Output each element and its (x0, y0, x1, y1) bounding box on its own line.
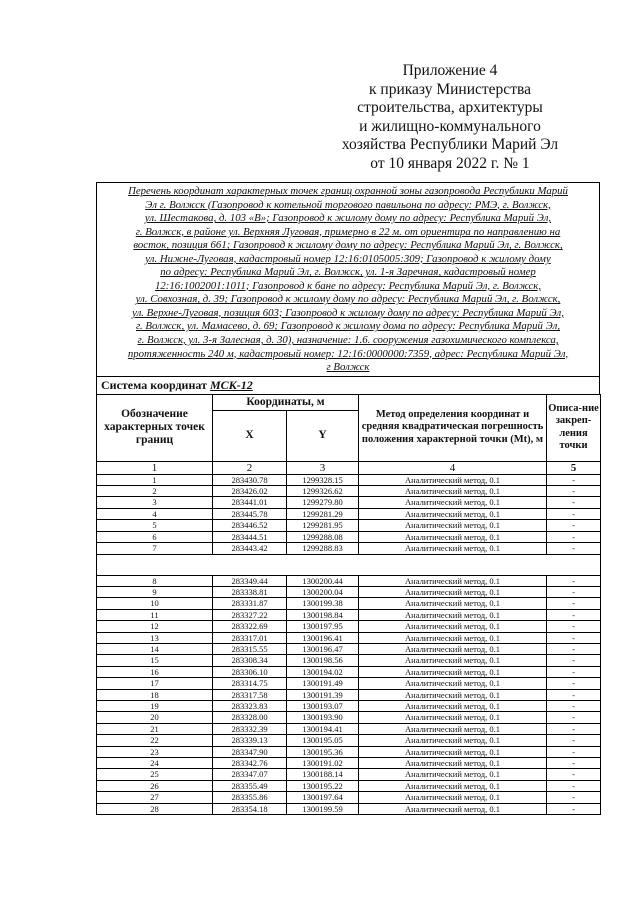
point-number-cell: 15 (97, 655, 213, 666)
point-number-cell: 5 (97, 520, 213, 531)
y-cell: 1299281.29 (287, 508, 359, 519)
method-cell: Аналитический метод, 0.1 (359, 643, 547, 654)
table-row (97, 486, 601, 497)
y-cell: 1299281.95 (287, 520, 359, 531)
x-cell: 283308.34 (213, 655, 287, 666)
method-cell: Аналитический метод, 0.1 (359, 586, 547, 597)
point-number-cell: 3 (97, 497, 213, 508)
fixing-cell: - (547, 678, 601, 689)
fixing-cell: - (547, 598, 601, 609)
fixing-cell: - (547, 531, 601, 542)
appendix-line: Приложение 4 (402, 62, 498, 79)
x-cell: 283323.83 (213, 700, 287, 711)
method-cell: Аналитический метод, 0.1 (359, 655, 547, 666)
description-line: ул. Верхне-Луговая, позиция 603; Газопровод к жилому дому по адресу: Республика Марий Эл, (132, 306, 564, 319)
x-cell: 283327.22 (213, 609, 287, 620)
point-number-cell: 10 (97, 598, 213, 609)
description-line: Перечень координат характерных точек границ охранной зоны газопровода Республики Марий (128, 185, 568, 197)
fixing-cell: - (547, 655, 601, 666)
point-number-cell: 16 (97, 666, 213, 677)
table-row (97, 508, 601, 519)
table-row (97, 586, 601, 597)
table-row (97, 666, 601, 677)
fixing-cell: - (547, 643, 601, 654)
table-row (97, 621, 601, 632)
x-cell: 283355.49 (213, 780, 287, 791)
header-y: Y (287, 410, 359, 461)
separator-cell (97, 554, 601, 575)
x-cell: 283317.01 (213, 632, 287, 643)
fixing-cell: - (547, 609, 601, 620)
appendix-line: и жилищно-коммунального (359, 117, 541, 135)
y-cell: 1300191.02 (287, 758, 359, 769)
point-number-cell: 22 (97, 735, 213, 746)
y-cell: 1299326.62 (287, 486, 359, 497)
fixing-cell: - (547, 689, 601, 700)
fixing-cell: - (547, 700, 601, 711)
method-cell: Аналитический метод, 0.1 (359, 520, 547, 531)
point-number-cell: 17 (97, 678, 213, 689)
method-cell: Аналитический метод, 0.1 (359, 678, 547, 689)
table-row (97, 497, 601, 508)
fixing-cell: - (547, 758, 601, 769)
method-cell: Аналитический метод, 0.1 (359, 497, 547, 508)
method-cell: Аналитический метод, 0.1 (359, 769, 547, 780)
table-row (97, 769, 601, 780)
table-row (97, 746, 601, 757)
point-number-cell: 21 (97, 723, 213, 734)
x-cell: 283306.10 (213, 666, 287, 677)
method-cell: Аналитический метод, 0.1 (359, 792, 547, 803)
point-number-cell: 28 (97, 803, 213, 814)
description-line: протяженность 240 м, кадастровый номер: 12:16:0000000:7359, адрес: Республика Марий Эл, (127, 347, 569, 360)
method-cell: Аналитический метод, 0.1 (359, 632, 547, 643)
appendix-header (300, 62, 600, 173)
x-cell: 283339.13 (213, 735, 287, 746)
fixing-cell: - (547, 520, 601, 531)
y-cell: 1300196.41 (287, 632, 359, 643)
x-cell: 283314.75 (213, 678, 287, 689)
y-cell: 1300200.04 (287, 586, 359, 597)
col-number: 4 (359, 461, 547, 474)
point-number-cell: 11 (97, 609, 213, 620)
fixing-cell: - (547, 575, 601, 586)
x-cell: 283347.07 (213, 769, 287, 780)
fixing-cell: - (547, 497, 601, 508)
x-cell: 283445.78 (213, 508, 287, 519)
table-row (97, 678, 601, 689)
method-cell: Аналитический метод, 0.1 (359, 609, 547, 620)
x-cell: 283322.69 (213, 621, 287, 632)
fixing-cell: - (547, 543, 601, 554)
x-cell: 283331.87 (213, 598, 287, 609)
col-number: 3 (287, 461, 359, 474)
point-number-cell: 26 (97, 780, 213, 791)
column-numbers-row (97, 461, 601, 474)
y-cell: 1300198.84 (287, 609, 359, 620)
y-cell: 1300197.64 (287, 792, 359, 803)
method-cell: Аналитический метод, 0.1 (359, 746, 547, 757)
appendix-line: строительства, архитектуры (357, 99, 543, 116)
y-cell: 1299288.83 (287, 543, 359, 554)
fixing-cell: - (547, 803, 601, 814)
y-cell: 1300195.22 (287, 780, 359, 791)
point-number-cell: 20 (97, 712, 213, 723)
point-number-cell: 14 (97, 643, 213, 654)
y-cell: 1300197.95 (287, 621, 359, 632)
method-cell: Аналитический метод, 0.1 (359, 700, 547, 711)
point-number-cell: 6 (97, 531, 213, 542)
y-cell: 1300191.39 (287, 689, 359, 700)
point-number-cell: 1 (97, 474, 213, 485)
table-row (97, 758, 601, 769)
method-cell: Аналитический метод, 0.1 (359, 598, 547, 609)
table-row (97, 520, 601, 531)
coordinates-table (96, 394, 601, 815)
y-cell: 1300200.44 (287, 575, 359, 586)
x-cell: 283443.42 (213, 543, 287, 554)
point-number-cell: 23 (97, 746, 213, 757)
col-number: 1 (97, 461, 213, 474)
method-cell: Аналитический метод, 0.1 (359, 780, 547, 791)
method-cell: Аналитический метод, 0.1 (359, 712, 547, 723)
y-cell: 1300188.14 (287, 769, 359, 780)
method-cell: Аналитический метод, 0.1 (359, 543, 547, 554)
point-number-cell: 7 (97, 543, 213, 554)
table-row (97, 543, 601, 554)
description-line: г. Волжск, в районе ул. Верхняя Луговая, примерно в 22 м. от ориентира по направлению на (135, 225, 561, 238)
fixing-cell: - (547, 474, 601, 485)
description-line: ул. Шестакова, д. 103 «В»; Газопровод к жилому дому по адресу: Республика Марий Эл, (144, 212, 552, 225)
x-cell: 283430.78 (213, 474, 287, 485)
x-cell: 283338.81 (213, 586, 287, 597)
description-line: по адресу: Республика Марий Эл, г. Волжск, ул. 1-я Заречная, кадастровый номер (160, 266, 536, 279)
point-number-cell: 8 (97, 575, 213, 586)
table-row (97, 632, 601, 643)
table-row (97, 531, 601, 542)
table-row (97, 643, 601, 654)
method-cell: Аналитический метод, 0.1 (359, 474, 547, 485)
point-number-cell: 27 (97, 792, 213, 803)
point-number-cell: 12 (97, 621, 213, 632)
y-cell: 1300193.90 (287, 712, 359, 723)
table-row (97, 689, 601, 700)
table-row (97, 474, 601, 485)
method-cell: Аналитический метод, 0.1 (359, 508, 547, 519)
appendix-line: от 10 января 2022 г. № 1 (370, 154, 530, 172)
object-description (96, 182, 600, 376)
method-cell: Аналитический метод, 0.1 (359, 621, 547, 632)
table-row (97, 803, 601, 814)
header-point: Обозначение характерных точек границ (97, 394, 213, 461)
description-line: Эл г. Волжск (Газопровод к котельной торгового павильона по адресу: РМЭ, г. Волжск, (145, 198, 551, 211)
fixing-cell: - (547, 746, 601, 757)
table-row (97, 723, 601, 734)
fixing-cell: - (547, 486, 601, 497)
appendix-line: к приказу Министерства (369, 80, 531, 98)
coordinate-system-value: МСК-12 (209, 377, 253, 392)
y-cell: 1300195.05 (287, 735, 359, 746)
description-line: г. Волжск, ул. 3-я Залесная, д. 30), назначение: 1.6. сооружения газохимического комплекса, (137, 334, 559, 347)
coordinate-system-row (96, 376, 600, 394)
fixing-cell: - (547, 769, 601, 780)
coordinate-system-label: Система координат (101, 377, 207, 392)
header-x: X (213, 410, 287, 461)
fixing-cell: - (547, 780, 601, 791)
col-number: 5 (547, 461, 601, 474)
y-cell: 1300193.07 (287, 700, 359, 711)
fixing-cell: - (547, 586, 601, 597)
table-row (97, 700, 601, 711)
table-row (97, 598, 601, 609)
coordinates-sheet (96, 182, 600, 815)
y-cell: 1300199.38 (287, 598, 359, 609)
description-line: восток, позиция 661; Газопровод к жилому дому по адресу: Республика Марий Эл, г. Волжск, (133, 239, 563, 252)
x-cell: 283328.00 (213, 712, 287, 723)
point-number-cell: 13 (97, 632, 213, 643)
fixing-cell: - (547, 792, 601, 803)
fixing-cell: - (547, 621, 601, 632)
fixing-cell: - (547, 666, 601, 677)
fixing-cell: - (547, 632, 601, 643)
x-cell: 283355.86 (213, 792, 287, 803)
point-number-cell: 25 (97, 769, 213, 780)
point-number-cell: 4 (97, 508, 213, 519)
table-row (97, 735, 601, 746)
description-line: ул. Нижне-Луговая, кадастровый номер 12:16:0105005:309; Газопровод к жилому дому (145, 252, 551, 265)
x-cell: 283446.52 (213, 520, 287, 531)
appendix-line: хозяйства Республики Марий Эл (341, 136, 559, 153)
y-cell: 1300196.47 (287, 643, 359, 654)
table-row (97, 575, 601, 586)
method-cell: Аналитический метод, 0.1 (359, 735, 547, 746)
col-number: 2 (213, 461, 287, 474)
point-number-cell: 19 (97, 700, 213, 711)
description-line: ул. Совхозная, д. 39; Газопровод к жилому дому по адресу: Республика Марий Эл, г. Волжск, (135, 293, 561, 306)
method-cell: Аналитический метод, 0.1 (359, 575, 547, 586)
method-cell: Аналитический метод, 0.1 (359, 758, 547, 769)
table-row (97, 655, 601, 666)
table-row (97, 712, 601, 723)
point-number-cell: 18 (97, 689, 213, 700)
method-cell: Аналитический метод, 0.1 (359, 531, 547, 542)
y-cell: 1299288.08 (287, 531, 359, 542)
y-cell: 1300191.49 (287, 678, 359, 689)
method-cell: Аналитический метод, 0.1 (359, 689, 547, 700)
point-number-cell: 9 (97, 586, 213, 597)
x-cell: 283332.39 (213, 723, 287, 734)
x-cell: 283444.51 (213, 531, 287, 542)
x-cell: 283349.44 (213, 575, 287, 586)
point-number-cell: 24 (97, 758, 213, 769)
y-cell: 1300195.36 (287, 746, 359, 757)
header-fixing: Описа-ние закреп-ления точки (547, 394, 601, 461)
y-cell: 1299279.80 (287, 497, 359, 508)
description-line: г Волжск (326, 361, 370, 374)
y-cell: 1300194.02 (287, 666, 359, 677)
method-cell: Аналитический метод, 0.1 (359, 803, 547, 814)
point-number-cell: 2 (97, 486, 213, 497)
table-row (97, 792, 601, 803)
table-body (97, 474, 601, 814)
method-cell: Аналитический метод, 0.1 (359, 666, 547, 677)
y-cell: 1300199.59 (287, 803, 359, 814)
header-coords: Координаты, м (213, 394, 359, 410)
fixing-cell: - (547, 712, 601, 723)
header-method: Метод определения координат и средняя квадратическая погрешность положения характерной точки (Mt), м (359, 394, 547, 461)
table-row (97, 609, 601, 620)
y-cell: 1300198.56 (287, 655, 359, 666)
fixing-cell: - (547, 735, 601, 746)
y-cell: 1300194.41 (287, 723, 359, 734)
group-separator-row (97, 554, 601, 575)
fixing-cell: - (547, 723, 601, 734)
fixing-cell: - (547, 508, 601, 519)
x-cell: 283342.76 (213, 758, 287, 769)
x-cell: 283315.55 (213, 643, 287, 654)
table-row (97, 780, 601, 791)
x-cell: 283347.90 (213, 746, 287, 757)
method-cell: Аналитический метод, 0.1 (359, 486, 547, 497)
x-cell: 283426.02 (213, 486, 287, 497)
method-cell: Аналитический метод, 0.1 (359, 723, 547, 734)
x-cell: 283317.58 (213, 689, 287, 700)
description-line: г. Волжск, ул. Мамасево, д. 69; Газопровод к жилому дома по адресу: Республика Марий Эл, (135, 320, 561, 333)
description-line: 12:16:1002001:1011; Газопровод к бане по адресу: Республика Марий Эл, г. Волжск, (154, 279, 542, 292)
x-cell: 283441.01 (213, 497, 287, 508)
x-cell: 283354.18 (213, 803, 287, 814)
y-cell: 1299328.15 (287, 474, 359, 485)
